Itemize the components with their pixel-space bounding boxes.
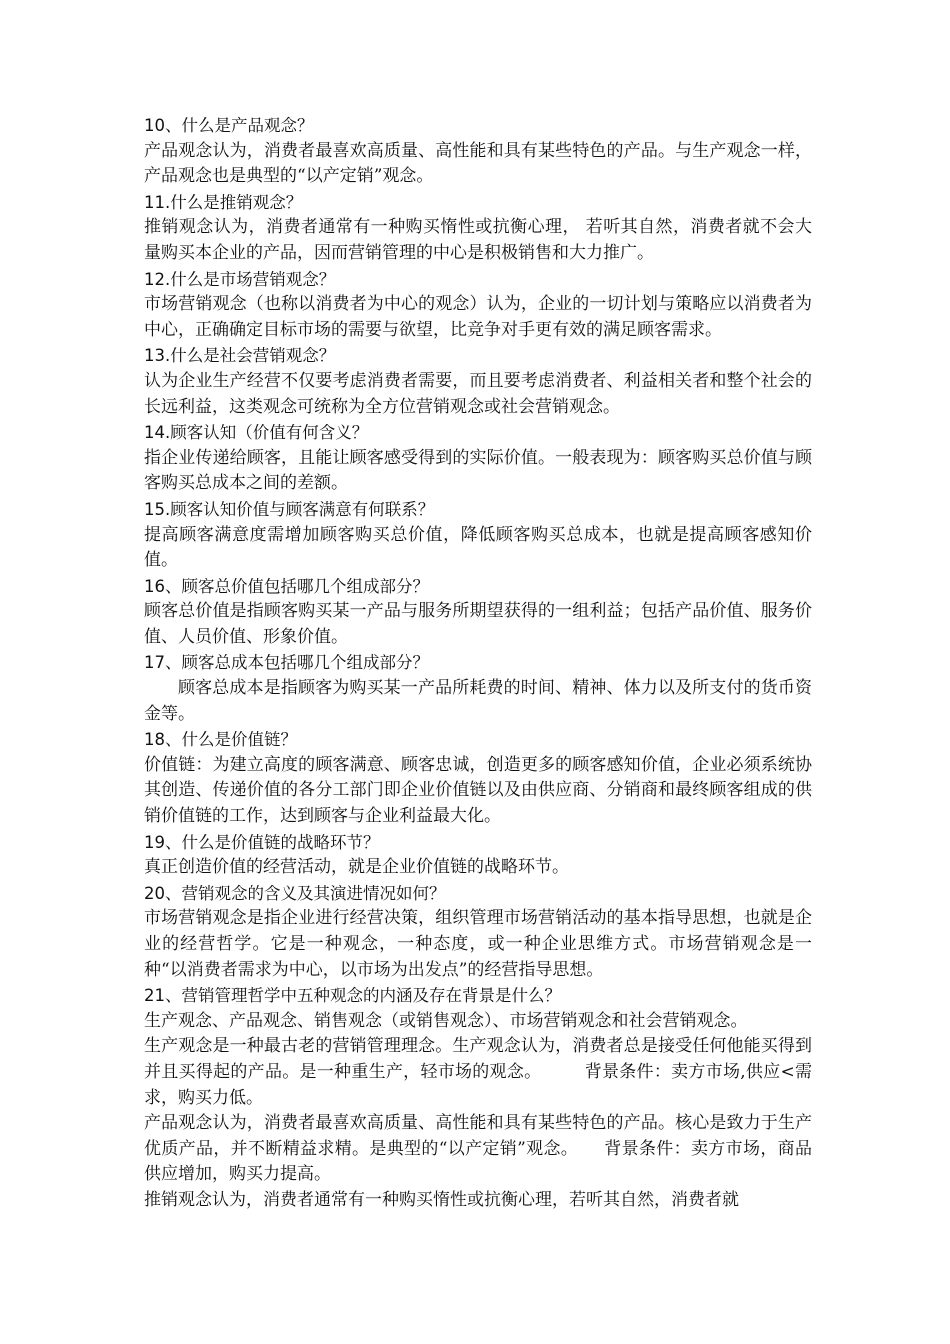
question-heading: 13.什么是社会营销观念？ xyxy=(144,346,336,366)
answer-paragraph: 指企业传递给顾客，且能让顾客感受得到的实际价值。一般表现为：顾客购买总价值与顾客购买总成本之间的差额。 xyxy=(144,447,812,494)
qa-item xyxy=(144,190,812,267)
answer-paragraph: 产品观念认为，消费者最喜欢高质量、高性能和具有某些特色的产品。与生产观念一样，产品观念也是典型的“以产定销”观念。 xyxy=(144,140,812,187)
question-heading: 18、什么是价值链？ xyxy=(144,730,297,750)
question-heading: 17、顾客总成本包括哪几个组成部分？ xyxy=(144,653,429,673)
answer-paragraph: 提高顾客满意度需增加顾客购买总价值，降低顾客购买总成本，也就是提高顾客感知价值。 xyxy=(144,524,812,571)
qa-item xyxy=(144,983,812,1213)
question-heading: 20、营销观念的含义及其演进情况如何？ xyxy=(144,883,446,903)
answer-paragraph: 生产观念、产品观念、销售观念（或销售观念）、市场营销观念和社会营销观念。 xyxy=(144,1010,748,1031)
answer-paragraph: 市场营销观念是指企业进行经营决策，组织管理市场营销活动的基本指导思想，也就是企业的经营哲学。它是一种观念，一种态度，或一种企业思维方式。市场营销观念是一种“以消费者需求为中心，以市场为出发点”的经营指导思想。 xyxy=(144,908,812,980)
answer-paragraph: 价值链：为建立高度的顾客满意、顾客忠诚，创造更多的顾客感知价值，企业必须系统协其创造、传递价值的各分工部门即企业价值链以及由供应商、分销商和最终顾客组成的供销价值链的工作，达到顾客与企业利益最大化。 xyxy=(144,754,812,827)
question-heading: 19、什么是价值链的战略环节？ xyxy=(144,832,380,852)
answer-paragraph: 顾客总价值是指顾客购买某一产品与服务所期望获得的一组利益；包括产品价值、服务价值、人员价值、形象价值。 xyxy=(144,601,812,647)
qa-item xyxy=(144,343,812,420)
qa-item xyxy=(144,497,812,574)
question-heading: 11.什么是推销观念？ xyxy=(144,192,303,212)
qa-item xyxy=(144,830,812,881)
document-page xyxy=(144,113,812,1214)
answer-paragraph: 生产观念是一种最古老的营销管理理念。生产观念认为，消费者总是接受任何他能买得到并且买得起的产品。是一种重生产，轻市场的观念。 背景条件：卖方市场,供应<需求，购买力低。 xyxy=(144,1036,812,1108)
answer-paragraph: 市场营销观念（也称以消费者为中心的观念）认为，企业的一切计划与策略应以消费者为中心，正确确定目标市场的需要与欲望，比竞争对手更有效的满足顾客需求。 xyxy=(144,294,812,340)
qa-item xyxy=(144,113,812,190)
qa-item xyxy=(144,267,812,344)
question-heading: 15.顾客认知价值与顾客满意有何联系？ xyxy=(144,499,435,519)
answer-paragraph: 推销观念认为，消费者通常有一种购买惰性或抗衡心理， 若听其自然，消费者就不会大量购买本企业的产品，因而营销管理的中心是积极销售和大力推广。 xyxy=(144,217,812,263)
question-heading: 16、顾客总价值包括哪几个组成部分？ xyxy=(144,576,429,596)
qa-item xyxy=(144,881,812,983)
qa-item xyxy=(144,574,812,651)
answer-paragraph: 产品观念认为，消费者最喜欢高质量、高性能和具有某些特色的产品。核心是致力于生产优质产品，并不断精益求精。是典型的“以产定销”观念。 背景条件：卖方市场，商品供应增加，购买力提高。 xyxy=(144,1113,812,1185)
answer-paragraph: 认为企业生产经营不仅要考虑消费者需要，而且要考虑消费者、利益相关者和整个社会的长远利益，这类观念可统称为全方位营销观念或社会营销观念。 xyxy=(144,370,812,417)
answer-paragraph: 推销观念认为，消费者通常有一种购买惰性或抗衡心理，若听其自然，消费者就 xyxy=(144,1189,739,1210)
question-heading: 14.顾客认知（价值有何含义？ xyxy=(144,423,369,443)
question-heading: 21、营销管理哲学中五种观念的内涵及存在背景是什么？ xyxy=(144,986,561,1006)
question-heading: 10、什么是产品观念？ xyxy=(144,116,314,135)
qa-item xyxy=(144,727,812,829)
question-heading: 12.什么是市场营销观念？ xyxy=(144,269,336,289)
answer-paragraph: 真正创造价值的经营活动，就是企业价值链的战略环节。 xyxy=(144,857,569,878)
qa-item xyxy=(144,650,812,727)
qa-item xyxy=(144,420,812,497)
answer-paragraph: 顾客总成本是指顾客为购买某一产品所耗费的时间、精神、体力以及所支付的货币资金等。 xyxy=(144,678,812,724)
